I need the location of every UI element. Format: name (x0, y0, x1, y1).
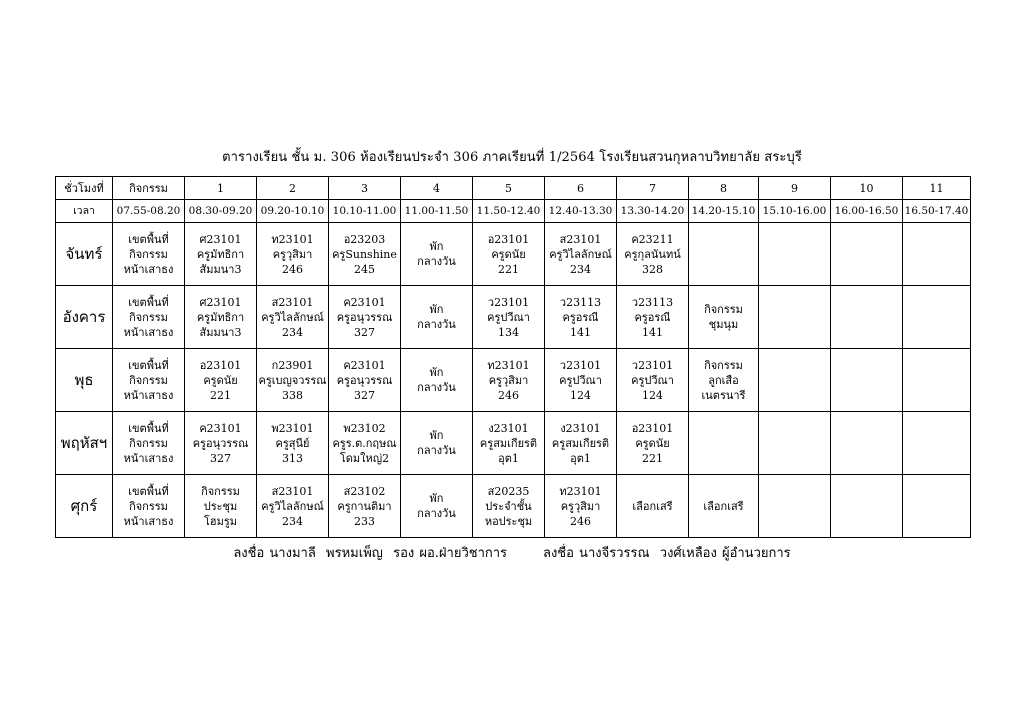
cell-line: ครูอรณี (634, 310, 671, 324)
cell-line: ครูกานติมา (337, 499, 392, 513)
period-number: 3 (329, 177, 401, 200)
period-number: 1 (185, 177, 257, 200)
schedule-cell (545, 412, 617, 475)
cell-line: 221 (498, 262, 519, 276)
cell-line: 246 (498, 388, 519, 402)
schedule-cell (185, 412, 257, 475)
cell-line: เขตพื้นที่ (128, 358, 169, 372)
cell-line: 327 (354, 388, 375, 402)
day-name: อังคาร (56, 286, 113, 349)
cell-line: 246 (570, 514, 591, 528)
cell-line: ครูอรณี (562, 310, 599, 324)
day-row (56, 412, 971, 475)
cell-line: หน้าเสาธง (123, 514, 174, 528)
cell-line: 233 (354, 514, 375, 528)
cell-line: อ23101 (199, 358, 242, 372)
schedule-cell (759, 349, 831, 412)
cell-line: เขตพื้นที่ (128, 232, 169, 246)
schedule-cell (903, 223, 971, 286)
time-slot: 14.20-15.10 (689, 200, 759, 223)
schedule-cell (185, 223, 257, 286)
cell-line: เนตรนารี (701, 388, 746, 402)
schedule-cell (545, 223, 617, 286)
cell-line: 234 (282, 514, 303, 528)
time-slot: 13.30-14.20 (617, 200, 689, 223)
schedule-cell (759, 223, 831, 286)
time-slot: 07.55-08.20 (113, 200, 185, 223)
cell-line: หน้าเสาธง (123, 325, 174, 339)
schedule-cell (185, 475, 257, 538)
cell-line: ส23101 (559, 232, 602, 246)
schedule-cell (545, 475, 617, 538)
schedule-cell (113, 475, 185, 538)
cell-line: ครูอนุวรรณ (336, 310, 393, 324)
signature-director: ลงชื่อ นางจีรวรรณ วงศ์เหลือง ผู้อำนวยการ (542, 546, 791, 561)
period-label: ชั่วโมงที่ (56, 177, 113, 200)
schedule-cell (689, 475, 759, 538)
cell-line: พัก (429, 366, 444, 379)
day-name: พุธ (56, 349, 113, 412)
time-slot: 09.20-10.10 (257, 200, 329, 223)
day-row (56, 286, 971, 349)
cell-line: ศ23101 (199, 232, 242, 246)
schedule-cell (831, 286, 903, 349)
time-slot: 12.40-13.30 (545, 200, 617, 223)
cell-line: กิจกรรม (129, 310, 168, 324)
cell-line: เขตพื้นที่ (128, 484, 169, 498)
schedule-cell (401, 349, 473, 412)
cell-line: ค23101 (343, 295, 386, 309)
cell-line: ท23101 (271, 232, 314, 246)
cell-line: ส20235 (487, 484, 530, 498)
cell-line: กลางวัน (417, 507, 456, 520)
cell-line: สัมมนา3 (199, 262, 242, 276)
cell-line: 246 (282, 262, 303, 276)
cell-line: ครูสมเกียรติ (479, 436, 538, 450)
schedule-cell (113, 223, 185, 286)
period-number: 7 (617, 177, 689, 200)
cell-line: ประจำชั้น (485, 499, 532, 513)
schedule-cell (329, 286, 401, 349)
header-row (56, 177, 971, 200)
cell-line: ว23101 (559, 358, 602, 372)
time-slot: 16.50-17.40 (903, 200, 971, 223)
schedule-cell (689, 349, 759, 412)
cell-line: กลางวัน (417, 318, 456, 331)
schedule-cell (759, 475, 831, 538)
cell-line: ส23101 (271, 295, 314, 309)
cell-line: พัก (429, 240, 444, 253)
cell-line: ครูกุลนันทน์ (624, 247, 681, 261)
time-slot: 15.10-16.00 (759, 200, 831, 223)
cell-line: หน้าเสาธง (123, 451, 174, 465)
schedule-cell (473, 475, 545, 538)
period-number: 8 (689, 177, 759, 200)
schedule-cell (473, 412, 545, 475)
schedule-cell (759, 412, 831, 475)
cell-line: กลางวัน (417, 381, 456, 394)
cell-line: กิจกรรม (129, 499, 168, 513)
cell-line: ว23113 (559, 295, 602, 309)
cell-line: ค23211 (631, 232, 674, 246)
day-name: ศุกร์ (56, 475, 113, 538)
cell-line: เขตพื้นที่ (128, 295, 169, 309)
schedule-cell (329, 412, 401, 475)
cell-line: 221 (210, 388, 231, 402)
schedule-cell (257, 286, 329, 349)
time-slot: 16.00-16.50 (831, 200, 903, 223)
cell-line: สัมมนา3 (199, 325, 242, 339)
schedule-cell (473, 349, 545, 412)
schedule-cell (401, 412, 473, 475)
cell-line: หน้าเสาธง (123, 262, 174, 276)
cell-line: 338 (282, 388, 303, 402)
schedule-cell (689, 286, 759, 349)
cell-line: ท23101 (559, 484, 602, 498)
cell-line: พ23101 (271, 421, 314, 435)
cell-line: ง23101 (560, 421, 601, 435)
schedule-cell (401, 223, 473, 286)
cell-line: อุต1 (498, 451, 519, 465)
schedule-cell (473, 223, 545, 286)
cell-line: โดมใหญ่2 (339, 451, 390, 465)
cell-line: 328 (642, 262, 663, 276)
schedule-cell (831, 349, 903, 412)
period-number: 2 (257, 177, 329, 200)
schedule-cell (831, 412, 903, 475)
cell-line: ครูอนุวรรณ (192, 436, 249, 450)
schedule-cell (329, 223, 401, 286)
cell-line: ครูสุนีย์ (275, 436, 310, 450)
period-number: 9 (759, 177, 831, 200)
cell-line: ก23901 (271, 358, 314, 372)
cell-line: โฮมรูม (203, 514, 238, 528)
cell-line: ครูดนัย (635, 436, 670, 450)
cell-line: 234 (282, 325, 303, 339)
cell-line: เลือกเสรี (632, 499, 673, 513)
time-label: เวลา (56, 200, 113, 223)
time-slot: 11.50-12.40 (473, 200, 545, 223)
time-slot: 10.10-11.00 (329, 200, 401, 223)
cell-line: พัก (429, 492, 444, 505)
schedule-cell (113, 286, 185, 349)
schedule-cell (903, 286, 971, 349)
cell-line: กิจกรรม (704, 303, 743, 316)
cell-line: พัก (429, 429, 444, 442)
cell-line: ครูวุสิมา (560, 499, 601, 513)
cell-line: 134 (498, 325, 519, 339)
schedule-cell (257, 412, 329, 475)
schedule-cell (113, 412, 185, 475)
cell-line: ครูปวีณา (487, 310, 530, 324)
cell-line: ครูสมเกียรติ (551, 436, 610, 450)
schedule-cell (689, 223, 759, 286)
cell-line: ว23113 (631, 295, 674, 309)
cell-line: กิจกรรม (704, 358, 743, 372)
cell-line: ค23101 (199, 421, 242, 435)
day-row (56, 223, 971, 286)
schedule-cell (329, 349, 401, 412)
schedule-cell (617, 412, 689, 475)
cell-line: ครูมัทธิกา (196, 247, 245, 261)
cell-line: ง23101 (488, 421, 529, 435)
signature-deputy: ลงชื่อ นางมาลี พรหมเพ็ญ รอง ผอ.ฝ่ายวิชาการ (233, 546, 508, 561)
day-row (56, 475, 971, 538)
cell-line: 327 (354, 325, 375, 339)
day-name: พฤหัสฯ (56, 412, 113, 475)
schedule-cell (257, 475, 329, 538)
cell-line: ลูกเสือ (708, 373, 739, 387)
cell-line: ครูวิไลลักษณ์ (261, 310, 324, 324)
schedule-cell (831, 223, 903, 286)
cell-line: ชุมนุม (708, 318, 739, 331)
schedule-cell (689, 412, 759, 475)
cell-line: พัก (429, 303, 444, 316)
cell-line: 313 (282, 451, 303, 465)
cell-line: ครูดนัย (203, 373, 238, 387)
signature-gap (507, 546, 543, 561)
cell-line: 124 (642, 388, 663, 402)
cell-line: ครูปวีณา (559, 373, 602, 387)
schedule-table (55, 176, 971, 538)
schedule-cell (257, 349, 329, 412)
cell-line: 234 (570, 262, 591, 276)
time-slot: 11.00-11.50 (401, 200, 473, 223)
cell-line: กิจกรรม (129, 247, 168, 261)
cell-line: ศ23101 (199, 295, 242, 309)
cell-line: เลือกเสรี (703, 499, 744, 513)
day-name: จันทร์ (56, 223, 113, 286)
cell-line: 221 (642, 451, 663, 465)
cell-line: ครูวิไลลักษณ์ (261, 499, 324, 513)
cell-line: กิจกรรม (129, 373, 168, 387)
cell-line: 124 (570, 388, 591, 402)
schedule-cell (903, 412, 971, 475)
cell-line: ว23101 (487, 295, 530, 309)
cell-line: หน้าเสาธง (123, 388, 174, 402)
cell-line: กิจกรรม (129, 436, 168, 450)
period-number: 10 (831, 177, 903, 200)
activity-label: กิจกรรม (113, 177, 185, 200)
cell-line: เขตพื้นที่ (128, 421, 169, 435)
cell-line: อ23101 (487, 232, 530, 246)
signature-line (0, 542, 1024, 563)
cell-line: ท23101 (487, 358, 530, 372)
period-number: 4 (401, 177, 473, 200)
schedule-cell (401, 286, 473, 349)
schedule-cell (401, 475, 473, 538)
cell-line: 141 (570, 325, 591, 339)
cell-line: ส23102 (343, 484, 386, 498)
cell-line: ค23101 (343, 358, 386, 372)
period-number: 6 (545, 177, 617, 200)
cell-line: ครูวุสิมา (488, 373, 529, 387)
cell-line: ครูปวีณา (631, 373, 674, 387)
schedule-cell (759, 286, 831, 349)
cell-line: 327 (210, 451, 231, 465)
schedule-title: ตารางเรียน ชั้น ม. 306 ห้องเรียนประจำ 306 ภาคเรียนที่ 1/2564 โรงเรียนสวนกุหลาบวิทยาลัย สระบุรี (222, 150, 802, 165)
time-slot: 08.30-09.20 (185, 200, 257, 223)
schedule-cell (617, 475, 689, 538)
cell-line: ครูวิไลลักษณ์ (549, 247, 612, 261)
cell-line: ครูอนุวรรณ (336, 373, 393, 387)
cell-line: อ23203 (343, 232, 386, 246)
schedule-cell (617, 349, 689, 412)
cell-line: กลางวัน (417, 444, 456, 457)
cell-line: กิจกรรม (201, 484, 240, 498)
schedule-cell (617, 286, 689, 349)
cell-line: ครูSunshine (332, 247, 397, 261)
schedule-cell (185, 349, 257, 412)
schedule-cell (257, 223, 329, 286)
cell-line: อ23101 (631, 421, 674, 435)
period-number: 11 (903, 177, 971, 200)
cell-line: กลางวัน (417, 255, 456, 268)
period-number: 5 (473, 177, 545, 200)
cell-line: หอประชุม (484, 514, 533, 528)
cell-line: พ23102 (343, 421, 386, 435)
schedule-cell (329, 475, 401, 538)
schedule-cell (831, 475, 903, 538)
cell-line: ครูมัทธิกา (196, 310, 245, 324)
schedule-cell (617, 223, 689, 286)
schedule-cell (903, 475, 971, 538)
cell-line: 141 (642, 325, 663, 339)
time-row (56, 200, 971, 223)
cell-line: ครูวุสิมา (272, 247, 313, 261)
schedule-cell (903, 349, 971, 412)
schedule-cell (113, 349, 185, 412)
cell-line: อุต1 (570, 451, 591, 465)
schedule-cell (473, 286, 545, 349)
cell-line: ครูร.ต.กฤษณ (332, 436, 397, 450)
cell-line: ว23101 (631, 358, 674, 372)
schedule-cell (545, 286, 617, 349)
schedule-cell (545, 349, 617, 412)
day-row (56, 349, 971, 412)
cell-line: 245 (354, 262, 375, 276)
schedule-cell (185, 286, 257, 349)
cell-line: ครูเบญจวรรณ (258, 373, 327, 387)
cell-line: ส23101 (271, 484, 314, 498)
cell-line: ครูดนัย (491, 247, 526, 261)
cell-line: ประชุม (203, 499, 238, 513)
